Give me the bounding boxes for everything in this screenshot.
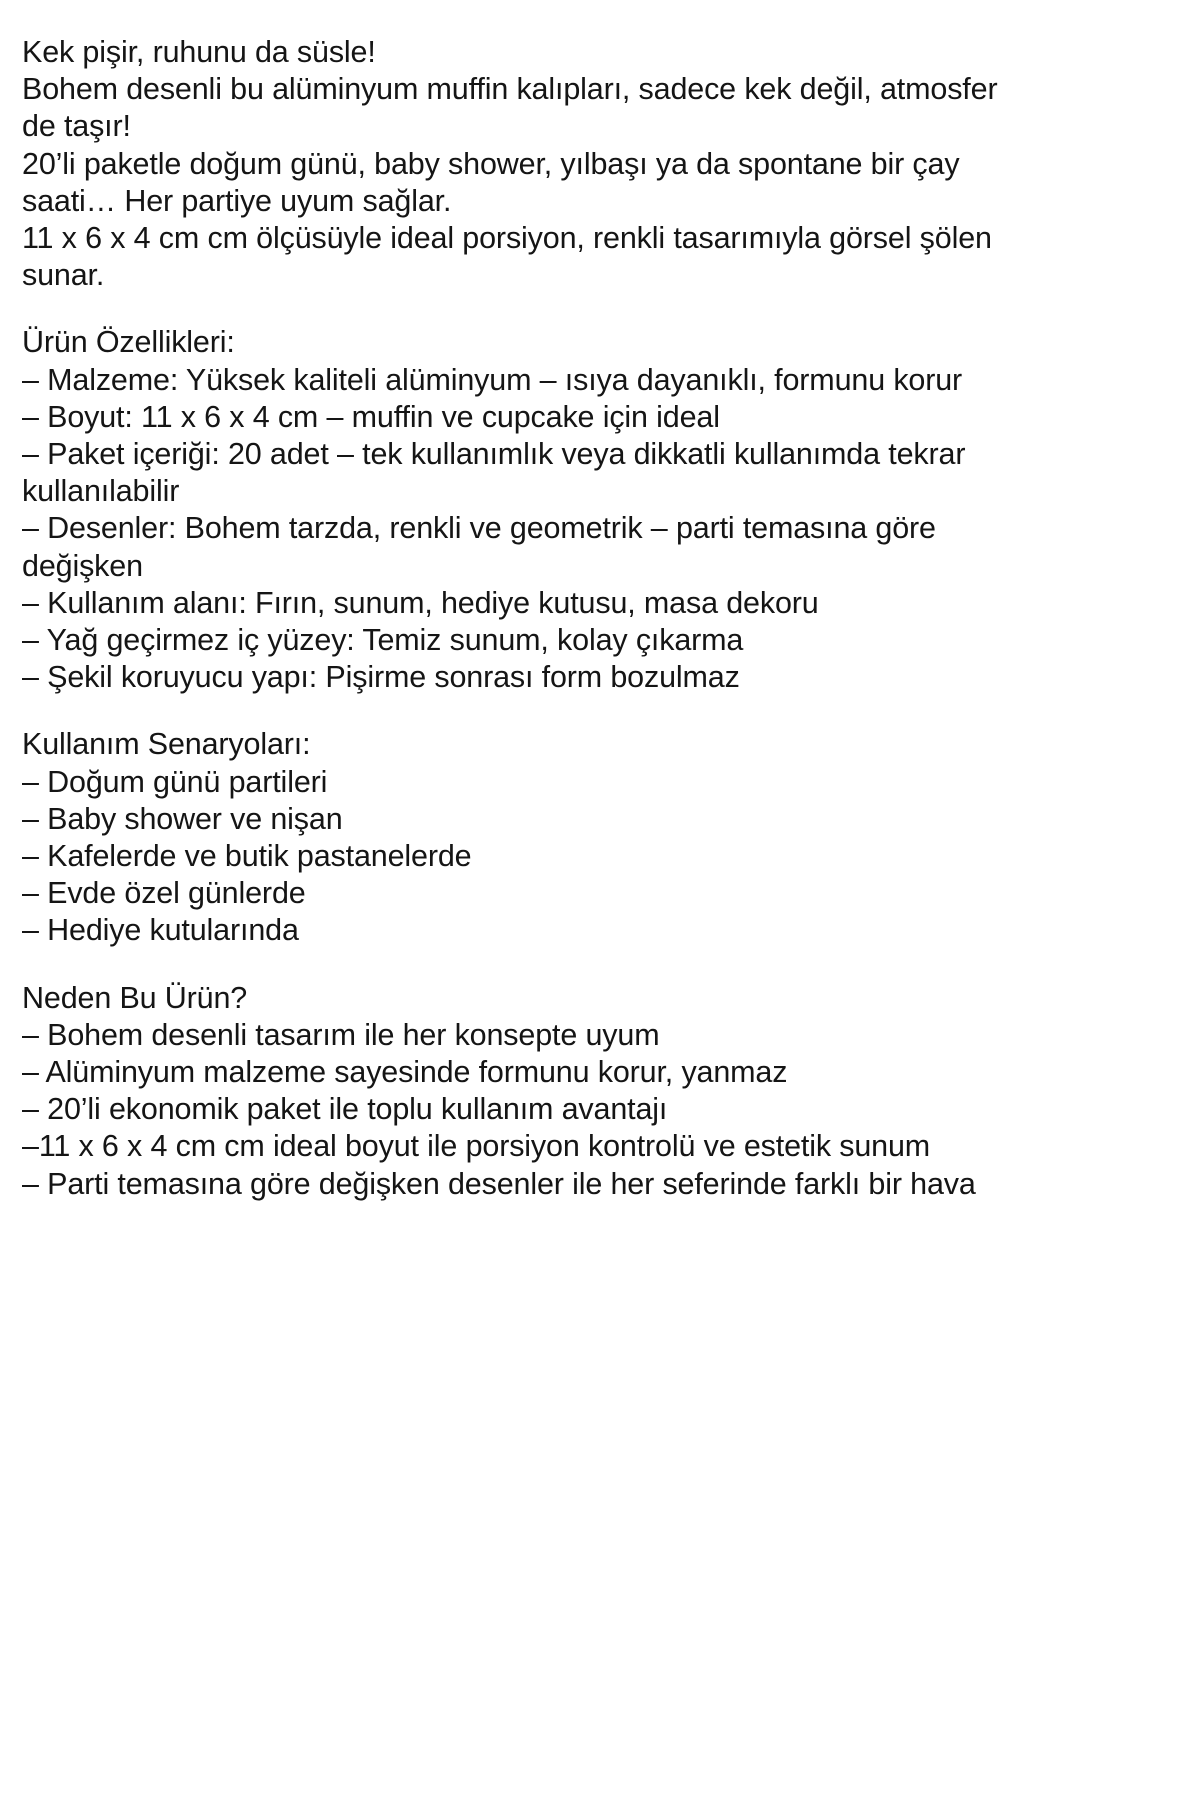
- features-item-7: – Şekil koruyucu yapı: Pişirme sonrası form bozulmaz: [22, 660, 740, 695]
- why-heading: Neden Bu Ürün?: [22, 980, 248, 1015]
- intro-line-3: 20’li paketle doğum günü, baby shower, yılbaşı ya da spontane bir çay saati… Her partiye uyum sağlar.: [22, 146, 968, 218]
- features-item-6: – Yağ geçirmez iç yüzey: Temiz sunum, kolay çıkarma: [22, 623, 744, 658]
- scenarios-item-1: – Doğum günü partileri: [22, 764, 328, 799]
- why-item-3: – 20’li ekonomik paket ile toplu kullanım avantajı: [22, 1092, 668, 1127]
- features-section: [22, 324, 1022, 696]
- why-section: [22, 980, 1022, 1203]
- scenarios-heading: Kullanım Senaryoları:: [22, 727, 311, 762]
- scenarios-item-3: – Kafelerde ve butik pastanelerde: [22, 839, 472, 874]
- features-heading: Ürün Özellikleri:: [22, 325, 235, 360]
- why-item-5: – Parti temasına göre değişken desenler ile her seferinde farklı bir hava: [22, 1166, 976, 1201]
- why-item-2: – Alüminyum malzeme sayesinde formunu korur, yanmaz: [22, 1055, 788, 1090]
- intro-line-2: Bohem desenli bu alüminyum muffin kalıpları, sadece kek değil, atmosfer de taşır!: [22, 72, 1006, 144]
- features-item-4: – Desenler: Bohem tarzda, renkli ve geometrik – parti temasına göre değişken: [22, 511, 945, 583]
- scenarios-section: [22, 726, 1022, 949]
- features-item-1: – Malzeme: Yüksek kaliteli alüminyum – ısıya dayanıklı, formunu korur: [22, 362, 963, 397]
- features-item-5: – Kullanım alanı: Fırın, sunum, hediye kutusu, masa dekoru: [22, 585, 819, 620]
- scenarios-item-2: – Baby shower ve nişan: [22, 801, 343, 836]
- scenarios-item-4: – Evde özel günlerde: [22, 876, 306, 911]
- intro-line-1: Kek pişir, ruhunu da süsle!: [22, 35, 376, 69]
- why-item-4: –11 x 6 x 4 cm cm ideal boyut ile porsiyon kontrolü ve estetik sunum: [22, 1129, 931, 1164]
- why-item-1: – Bohem desenli tasarım ile her konsepte uyum: [22, 1017, 660, 1052]
- features-item-2: – Boyut: 11 x 6 x 4 cm – muffin ve cupcake için ideal: [22, 399, 720, 434]
- product-description-text: [22, 34, 1022, 1203]
- scenarios-item-5: – Hediye kutularında: [22, 913, 299, 948]
- intro-line-4: 11 x 6 x 4 cm cm ölçüsüyle ideal porsiyon, renkli tasarımıyla görsel şölen sunar.: [22, 221, 1001, 293]
- intro-paragraph: [22, 34, 1022, 294]
- features-item-3: – Paket içeriği: 20 adet – tek kullanımlık veya dikkatli kullanımda tekrar kullanılabilir: [22, 437, 974, 509]
